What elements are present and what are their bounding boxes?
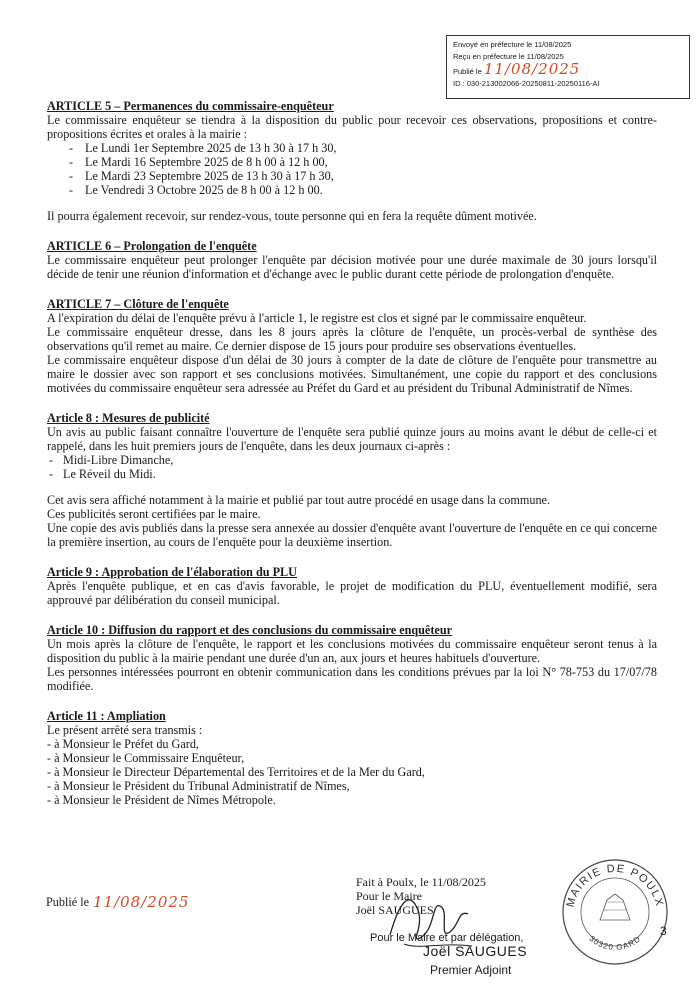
permanences-list: [47, 141, 657, 197]
article-5-outro: Il pourra également recevoir, sur rendez-vous, toute personne qui en fera la requête dûment motivée.: [47, 209, 537, 223]
article-9-text: Après l'enquête publique, et en cas d'avis favorable, le projet de modification du PLU, éventuellement modifié, sera approuvé par délibération du conseil municipal.: [47, 579, 657, 607]
list-item: - à Monsieur le Commissaire Enquêteur,: [47, 751, 245, 765]
stamp-published-date: 11/08/2025: [483, 60, 581, 78]
svg-text:MAIRIE DE POULX: [564, 863, 665, 909]
article-10-p2: Les personnes intéressées pourront en obtenir communication dans les conditions prévues par la loi N° 78-753 du 17/07/78 modifiée.: [47, 665, 657, 693]
svg-text:30320 GARD: [587, 934, 642, 952]
list-item: - à Monsieur le Président de Nîmes Métropole.: [47, 793, 276, 807]
stamp-published-label: Publié le: [453, 67, 482, 76]
seal-bottom-text: 30320 GARD: [587, 933, 643, 952]
published-note: [46, 893, 189, 911]
article-7-p3: Le commissaire enquêteur dispose d'un délai de 30 jours à compter de la date de clôture de l'enquête pour transmettre au maire le dossier avec son rapport et ses conclusions motivées. Simultanément, une copie du rapport et des conclusions motivées du commissaire enquêteur sera adressée au Préfet du Gard et au président du Tribunal Administratif de Nîmes.: [47, 353, 657, 395]
article-7-title: ARTICLE 7 – Clôture de l'enquête: [47, 297, 229, 311]
signature-name: Joël SAUGUES: [356, 903, 434, 917]
signature-delegation: Pour le Maire et par délégation,: [370, 932, 524, 944]
article-8-p4: Une copie des avis publiés dans la presse sera annexée au dossier d'enquête avant l'ouverture de l'enquête en ce qui concerne la première insertion, au cours de l'enquête pour la deuxième insertion.: [47, 521, 657, 549]
list-item: - à Monsieur le Président du Tribunal Administratif de Nîmes,: [47, 779, 350, 793]
article-10-p1: Un mois après la clôture de l'enquête, le rapport et les conclusions motivées du commissaire enquêteur seront tenus à la disposition du public à la mairie pendant une durée d'un an, aux jours et heures habituels d'ouverture.: [47, 637, 657, 665]
stamp-published: [453, 60, 683, 78]
stamp-sent: Envoyé en préfecture le 11/08/2025: [453, 40, 572, 49]
list-item: - Le Mardi 23 Septembre 2025 de 13 h 30 à 17 h 30,: [69, 169, 657, 183]
article-10-title: Article 10 : Diffusion du rapport et des conclusions du commissaire enquêteur: [47, 623, 453, 637]
prefecture-stamp: [446, 35, 690, 99]
article-8-p2: Cet avis sera affiché notamment à la mairie et publié par tout autre procédé en usage dans la commune.: [47, 493, 550, 507]
article-8-title: Article 8 : Mesures de publicité: [47, 411, 210, 425]
seal-text: MAIRIE DE POULX: [564, 862, 666, 909]
article-6-text: Le commissaire enquêteur peut prolonger l'enquête par décision motivée pour une durée maximale de 30 jours lorsqu'il décide de tenir une réunion d'information et d'échange avec le public durant cette période de prolongation d'enquête.: [47, 253, 657, 281]
document-body: [47, 99, 657, 807]
list-item: - Le Réveil du Midi.: [49, 467, 657, 481]
list-item: - à Monsieur le Préfet du Gard,: [47, 737, 199, 751]
published-date-handwritten: 11/08/2025: [93, 893, 190, 911]
article-5-intro: Le commissaire enquêteur se tiendra à la disposition du public pour recevoir ces observations, propositions et contre-propositions écrites et orales à la mairie :: [47, 113, 657, 141]
article-6-title: ARTICLE 6 – Prolongation de l'enquête: [47, 239, 257, 253]
signature-place-date: Fait à Poulx, le 11/08/2025: [356, 875, 486, 889]
list-item: - Midi-Libre Dimanche,: [49, 453, 657, 467]
stamp-id: ID : 030-213002066-20250811-20250116-AI: [453, 79, 600, 88]
list-item: - Le Vendredi 3 Octobre 2025 de 8 h 00 à 12 h 00.: [69, 183, 657, 197]
town-seal-icon: [555, 850, 675, 970]
signatory-name: Joël SAUGUES: [423, 943, 528, 959]
list-item: - Le Lundi 1er Septembre 2025 de 13 h 30 à 17 h 30,: [69, 141, 657, 155]
list-item: - Le Mardi 16 Septembre 2025 de 8 h 00 à 12 h 00,: [69, 155, 657, 169]
article-7-p2: Le commissaire enquêteur dresse, dans les 8 jours après la clôture de l'enquête, un procès-verbal de synthèse des observations qu'il remet au maire. Ce dernier dispose de 15 jours pour produire ses observations éventuelles.: [47, 325, 657, 353]
article-8-intro: Un avis au public faisant connaître l'ouverture de l'enquête sera publié quinze jours au moins avant le début de celle-ci et rappelé, dans les huit premiers jours de l'enquête, dans les deux journaux ci-après :: [47, 425, 657, 453]
article-8-p3: Ces publicités seront certifiées par le maire.: [47, 507, 261, 521]
newspapers-list: [47, 453, 657, 481]
article-7-p1: A l'expiration du délai de l'enquête prévu à l'article 1, le registre est clos et signé par le commissaire enquêteur.: [47, 311, 587, 325]
signature-for-mayor: Pour le Maire: [356, 889, 422, 903]
stamp-received: Reçu en préfecture le 11/08/2025: [453, 52, 564, 61]
page-number: 3: [660, 924, 667, 938]
article-11-intro: Le présent arrêté sera transmis :: [47, 723, 203, 737]
published-label: Publié le: [46, 894, 89, 909]
signatory-role: Premier Adjoint: [430, 963, 512, 977]
list-item: - à Monsieur le Directeur Départemental des Territoires et de la Mer du Gard,: [47, 765, 425, 779]
article-9-title: Article 9 : Approbation de l'élaboration du PLU: [47, 565, 297, 579]
article-5-title: ARTICLE 5 – Permanences du commissaire-enquêteur: [47, 99, 334, 113]
article-11-title: Article 11 : Ampliation: [47, 709, 166, 723]
